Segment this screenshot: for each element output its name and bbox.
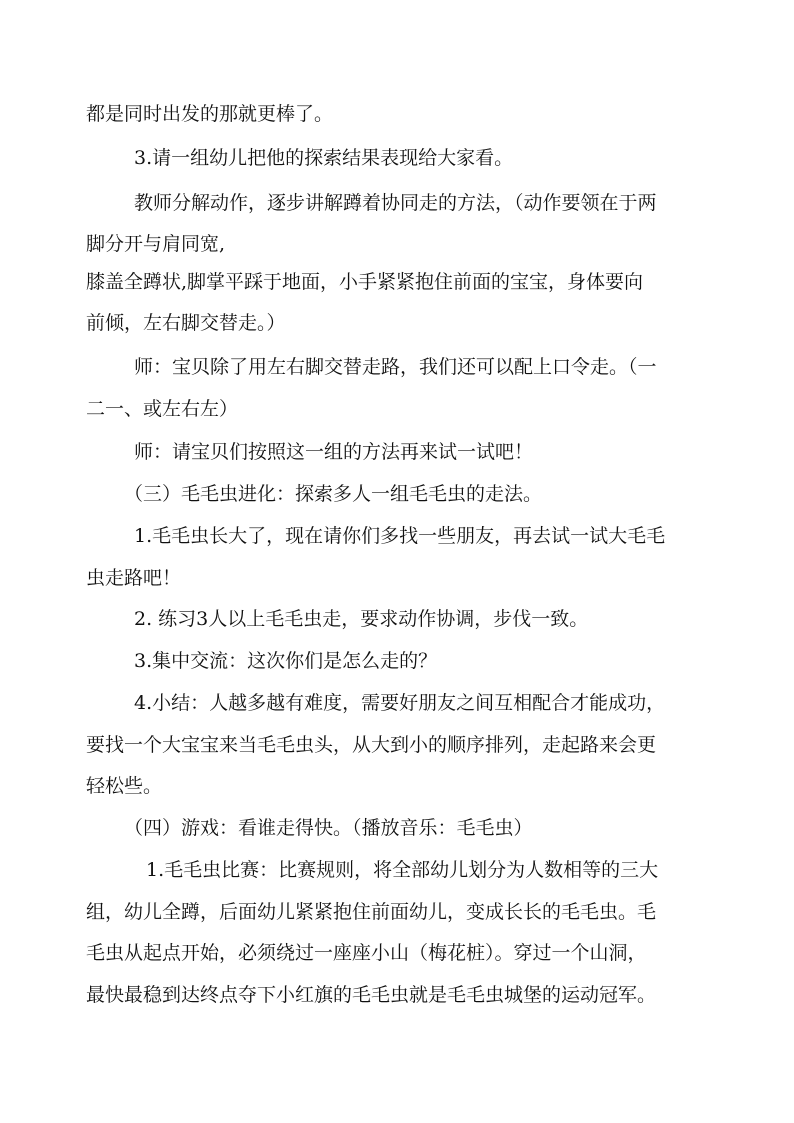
text-line: 最快最稳到达终点夺下小红旗的毛毛虫就是毛毛虫城堡的运动冠军。 <box>86 984 657 1006</box>
text-line: 4.小结：人越多越有难度，需要好朋友之间互相配合才能成功， <box>134 692 666 714</box>
text-line: 前倾，左右脚交替走。） <box>86 312 286 334</box>
text-line: 都是同时出发的那就更棒了。 <box>86 103 334 125</box>
text-line: 毛虫从起点开始，必须绕过一座座小山（梅花桩）。穿过一个山洞， <box>86 942 647 964</box>
section-heading: （四）游戏：看谁走得快。（播放音乐：毛毛虫） <box>124 817 533 839</box>
text-line: 1.毛毛虫长大了，现在请你们多找一些朋友，再去试一试大毛毛 <box>134 525 666 547</box>
text-line: 组，幼儿全蹲，后面幼儿紧紧抱住前面幼儿，变成长长的毛毛虫。毛 <box>86 901 657 923</box>
text-line: 二一、或左右左） <box>86 398 239 420</box>
text-line: 师：请宝贝们按照这一组的方法再来试一试吧！ <box>134 441 534 463</box>
text-line: 膝盖全蹲状,脚掌平踩于地面，小手紧紧抱住前面的宝宝，身体要向 <box>86 271 644 293</box>
text-line: 2. 练习3人以上毛毛虫走，要求动作协调，步伐一致。 <box>134 608 589 630</box>
section-heading: （三）毛毛虫进化：探索多人一组毛毛虫的走法。 <box>124 483 543 505</box>
text-line: 3.请一组幼儿把他的探索结果表现给大家看。 <box>134 147 514 169</box>
text-line: 教师分解动作，逐步讲解蹲着协同走的方法，（动作要领在于两 <box>134 192 657 214</box>
text-line: 要找一个大宝宝来当毛毛虫头，从大到小的顺序排列，走起路来会更 <box>86 734 657 756</box>
text-line: 轻松些。 <box>86 775 163 797</box>
text-line: 1.毛毛虫比赛：比赛规则，将全部幼儿划分为人数相等的三大 <box>146 859 659 881</box>
text-line: 师：宝贝除了用左右脚交替走路，我们还可以配上口令走。（一 <box>134 356 657 378</box>
text-line: 虫走路吧！ <box>86 567 182 589</box>
text-line: 3.集中交流：这次你们是怎么走的？ <box>134 650 438 672</box>
text-line: 脚分开与肩同宽, <box>86 233 226 255</box>
